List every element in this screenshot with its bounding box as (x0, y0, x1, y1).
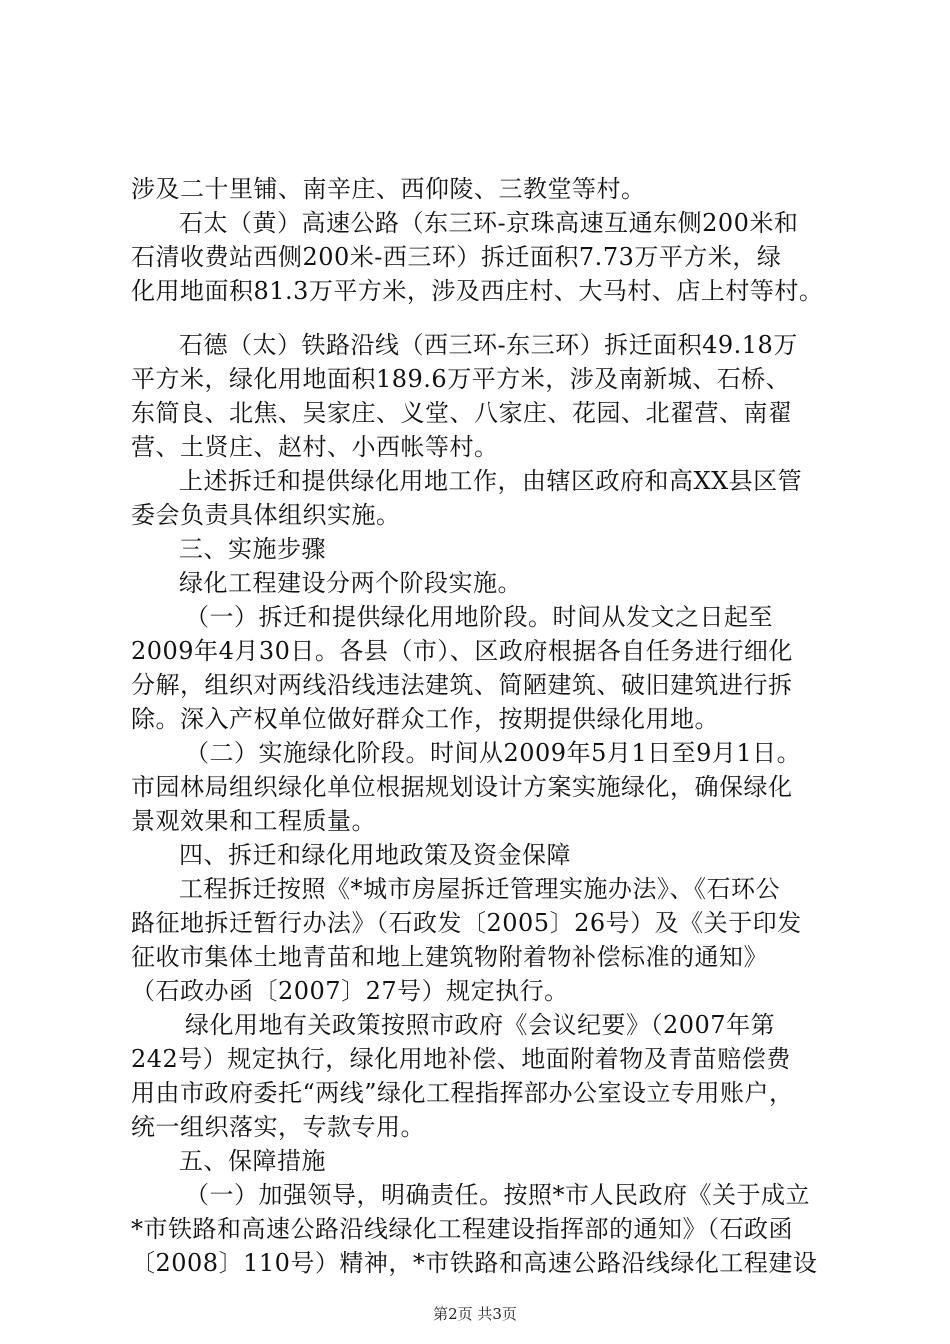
section-heading: 五、保障措施 (179, 1147, 326, 1175)
body-text-line: 上述拆迁和提供绿化用地工作，由辖区政府和高XX县区管 (179, 467, 803, 495)
body-text-line: 营、土贤庄、赵村、小西帐等村。 (131, 433, 499, 461)
section-heading: 四、拆迁和绿化用地政策及资金保障 (179, 841, 571, 869)
body-text-line: 石德（太）铁路沿线（西三环-东三环）拆迁面积49.18万 (179, 331, 798, 359)
body-text-line: 除。深入产权单位做好群众工作，按期提供绿化用地。 (131, 705, 719, 733)
body-text-line: （一）拆迁和提供绿化用地阶段。时间从发文之日起至 (185, 603, 773, 631)
body-text-line: *市铁路和高速公路沿线绿化工程建设指挥部的通知》（石政函 (131, 1215, 793, 1243)
body-text-line: 分解，组织对两线沿线违法建筑、简陋建筑、破旧建筑进行拆 (131, 671, 793, 699)
body-text-line: 化用地面积81.3万平方米，涉及西庄村、大马村、店上村等村。 (131, 277, 824, 305)
body-text-line: 石清收费站西侧200米-西三环）拆迁面积7.73万平方米，绿 (131, 243, 782, 271)
body-text-line: 路征地拆迁暂行办法》（石政发〔2005〕26号）及《关于印发 (131, 909, 802, 937)
body-text-line: 〔2008〕110号）精神，*市铁路和高速公路沿线绿化工程建设 (131, 1249, 818, 1277)
body-text-line: 征收市集体土地青苗和地上建筑物附着物补偿标准的通知》 (131, 943, 768, 971)
body-text-line: 统一组织落实，专款专用。 (131, 1113, 425, 1141)
body-text-line: 用由市政府委托“两线”绿化工程指挥部办公室设立专用账户， (131, 1079, 794, 1107)
body-text-line: 绿化用地有关政策按照市政府《会议纪要》（2007年第 (185, 1011, 776, 1039)
body-text-line: （一）加强领导，明确责任。按照*市人民政府《关于成立 (185, 1181, 810, 1209)
body-text-line: 2009年4月30日。各县（市）、区政府根据各自任务进行细化 (131, 637, 793, 665)
body-text-line: 委会负责具体组织实施。 (131, 501, 401, 529)
body-text-line: （石政办函〔2007〕27号）规定执行。 (131, 977, 569, 1005)
body-text-line: 石太（黄）高速公路（东三环-京珠高速互通东侧200米和 (179, 209, 799, 237)
body-text-line: 景观效果和工程质量。 (131, 807, 376, 835)
body-text-line: 东简良、北焦、吴家庄、义堂、八家庄、花园、北翟营、南翟 (131, 399, 793, 427)
body-text-line: 绿化工程建设分两个阶段实施。 (179, 569, 522, 597)
body-text-line: （二）实施绿化阶段。时间从2009年5月1日至9月1日。 (185, 739, 802, 767)
section-heading: 三、实施步骤 (179, 535, 326, 563)
body-text-line: 涉及二十里铺、南辛庄、西仰陵、三教堂等村。 (131, 175, 646, 203)
body-text-line: 242号）规定执行，绿化用地补偿、地面附着物及青苗赔偿费 (131, 1045, 791, 1073)
body-text-line: 市园林局组织绿化单位根据规划设计方案实施绿化，确保绿化 (131, 773, 793, 801)
page-footer: 第2页 共3页 (433, 1305, 517, 1323)
body-text-line: 平方米，绿化用地面积189.6万平方米，涉及南新城、石桥、 (131, 365, 791, 393)
body-text-line: 工程拆迁按照《*城市房屋拆迁管理实施办法》、《石环公 (179, 875, 780, 903)
